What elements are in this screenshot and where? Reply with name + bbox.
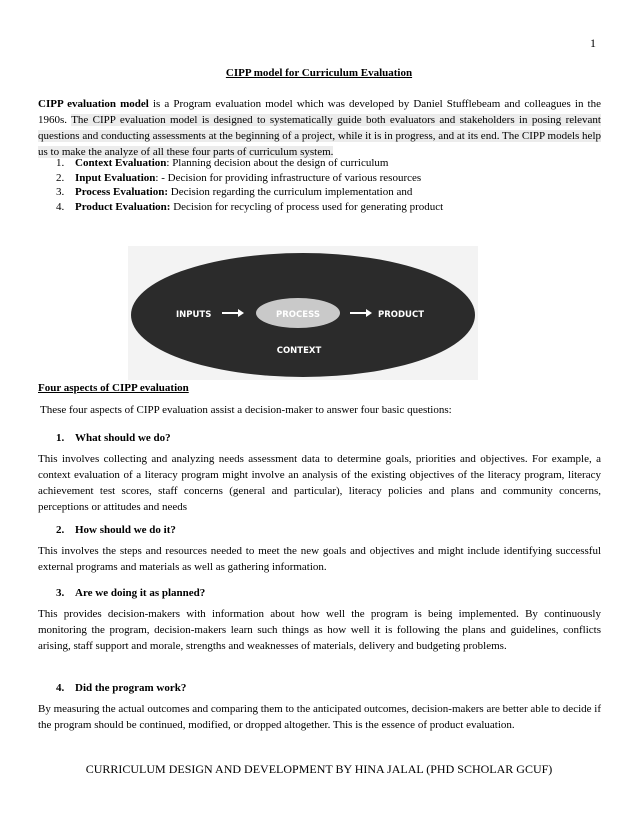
list-item bbox=[56, 185, 443, 200]
section-lead: These four aspects of CIPP evaluation assist a decision-maker to answer four basic questions: bbox=[40, 404, 452, 416]
answer-paragraph: By measuring the actual outcomes and comparing them to the anticipated outcomes, decision-makers are better able to decide if the program should be continued, modified, or dropped altogether. This is the essence of product evaluation. bbox=[38, 703, 601, 731]
list-number: 4. bbox=[56, 200, 65, 213]
list-text: - Decision for providing infrastructure of various resources bbox=[158, 171, 422, 184]
list-number: 2. bbox=[56, 171, 65, 184]
question-text: How should we do it? bbox=[75, 524, 176, 536]
list-sep: : bbox=[155, 171, 159, 184]
process-label: PROCESS bbox=[276, 310, 320, 320]
list-item bbox=[56, 156, 443, 171]
product-label: PRODUCT bbox=[378, 310, 424, 320]
list-item bbox=[56, 200, 443, 215]
list-number: 3. bbox=[56, 186, 65, 198]
intro-paragraph bbox=[38, 96, 601, 160]
page-number: 1 bbox=[590, 36, 596, 50]
question-text: Did the program work? bbox=[75, 682, 187, 694]
cipp-parts-list bbox=[56, 156, 443, 214]
intro-term: CIPP evaluation model bbox=[38, 98, 149, 110]
question-heading bbox=[56, 682, 186, 694]
question-number: 1. bbox=[56, 432, 65, 444]
question-heading bbox=[56, 587, 205, 599]
cipp-diagram bbox=[128, 246, 478, 380]
question-text: Are we doing it as planned? bbox=[75, 587, 206, 599]
context-label: CONTEXT bbox=[276, 346, 322, 356]
answer-paragraph: This involves the steps and resources needed to meet the new goals and objectives and might include identifying successful external programs and materials as well as gathering information. bbox=[38, 545, 601, 573]
intro-text-2: The CIPP evaluation model is designed to systematically guide both evaluators and stakeholders in posing relevant questions and conducting assessments at the beginning of a project, while it is in progress, and at its end. bbox=[38, 114, 601, 142]
list-label: Process Evaluation: bbox=[75, 186, 168, 198]
answer-paragraph: This provides decision-makers with information about how well the program is being implemented. By continuously monitoring the program, decision-makers learn such things as how well it is following the plans and guidelines, conflicts arising, staff support and morale, strengths and weaknesses of materials, delivery and budgeting problems. bbox=[38, 608, 601, 652]
list-text: Decision for recycling of process used for generating product bbox=[170, 200, 444, 213]
list-number: 1. bbox=[56, 157, 65, 169]
question-text: What should we do? bbox=[75, 432, 171, 444]
inputs-label: INPUTS bbox=[176, 310, 212, 320]
answer-paragraph: This involves collecting and analyzing needs assessment data to determine goals, priorities and objectives. For example, a context evaluation of a literacy program might involve an analysis of the existing objectives of the literacy program, literacy achievement test scores, staff concerns (general and particular), literacy policies and plans and community concerns, perceptions or attitudes and needs bbox=[38, 453, 601, 513]
question-number: 3. bbox=[56, 587, 65, 599]
intro-text-1: is a Program evaluation model which was developed by Daniel Stufflebeam and colleagues in the 1960s. bbox=[38, 98, 601, 126]
list-sep: : bbox=[166, 157, 170, 169]
question-number: 4. bbox=[56, 682, 65, 694]
question-number: 2. bbox=[56, 524, 65, 536]
list-text: Decision regarding the curriculum implementation and bbox=[168, 186, 413, 198]
list-item bbox=[56, 171, 443, 186]
question-heading bbox=[56, 432, 171, 444]
section-heading: Four aspects of CIPP evaluation bbox=[38, 382, 189, 394]
page-footer: CURRICULUM DESIGN AND DEVELOPMENT BY HINA JALAL (PHD SCHOLAR GCUF) bbox=[85, 762, 553, 776]
list-label: Product Evaluation: bbox=[75, 200, 171, 213]
question-heading bbox=[56, 524, 176, 536]
intro-text-3: The CIPP models help us to make the analyze of all these four parts of curriculum system. bbox=[38, 130, 601, 158]
page-title: CIPP model for Curriculum Evaluation bbox=[225, 67, 413, 79]
list-label: Context Evaluation bbox=[75, 157, 167, 169]
list-text: Planning decision about the design of curriculum bbox=[169, 157, 389, 169]
list-label: Input Evaluation bbox=[75, 171, 156, 184]
